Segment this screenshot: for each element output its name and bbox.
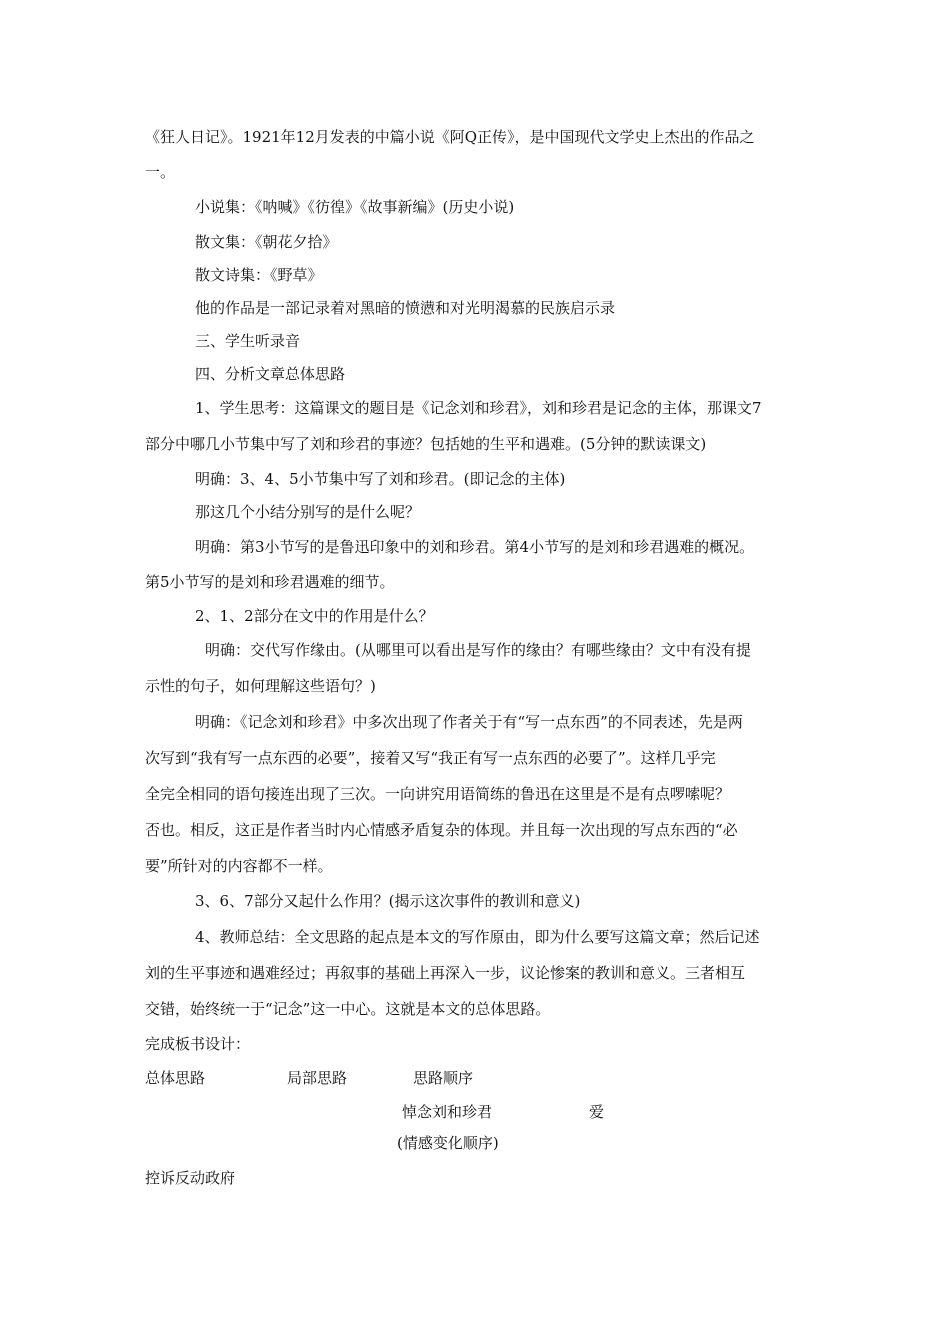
board-header-local: 局部思路: [287, 1069, 348, 1087]
paragraph-line: 2、1、2部分在文中的作用是什么？: [195, 607, 434, 625]
paragraph-line: 刘的生平事迹和遇难经过；再叙事的基础上再深入一步，议论惨案的教训和意义。三者相互: [145, 964, 746, 982]
paragraph-line: 次写到“我有写一点东西的必要”，接着又写“我正有写一点东西的必要了”。这样几乎完: [145, 749, 716, 767]
section-heading: 三、学生听录音: [195, 332, 301, 350]
paragraph-line: 明确：《记念刘和珍君》中多次出现了作者关于有“写一点东西”的不同表述，先是两: [195, 713, 743, 731]
section-heading: 四、分析文章总体思路: [195, 365, 346, 383]
paragraph-line: 《狂人日记》。1921年12月发表的中篇小说《阿Q正传》，是中国现代文学史上杰出的作品之: [145, 128, 755, 146]
paragraph-line: 明确：3、4、5小节集中写了刘和珍君。(即记念的主体): [195, 470, 566, 488]
board-node-emotion-order: (情感变化顺序): [397, 1134, 499, 1152]
paragraph-line: 示性的句子，如何理解这些语句？): [145, 677, 376, 695]
paragraph-line: 小说集：《呐喊》《彷徨》《故事新编》(历史小说): [195, 198, 515, 216]
paragraph-line: 4、教师总结：全文思路的起点是本文的写作原由，即为什么要写这篇文章；然后记述: [195, 928, 760, 946]
paragraph-line: 他的作品是一部记录着对黑暗的愤懑和对光明渴慕的民族启示录: [195, 299, 616, 317]
paragraph-line: 明确：交代写作缘由。(从哪里可以看出是写作的缘由？有哪些缘由？文中有没有提: [205, 641, 751, 659]
paragraph-line: 要”所针对的内容都不一样。: [145, 857, 333, 875]
paragraph-line: 交错，始终统一于“记念”这一中心。这就是本文的总体思路。: [145, 1000, 551, 1018]
paragraph-line: 否也。相反，这正是作者当时内心情感矛盾复杂的体现。并且每一次出现的写点东西的“必: [145, 821, 738, 839]
paragraph-line: 散文诗集：《野草》: [195, 266, 323, 284]
paragraph-line: 那这几个小结分别写的是什么呢？: [195, 503, 421, 521]
board-header-order: 思路顺序: [413, 1069, 474, 1087]
paragraph-line: 散文集：《朝花夕拾》: [195, 233, 338, 251]
board-header-overall: 总体思路: [145, 1069, 206, 1087]
paragraph-line: 明确：第3小节写的是鲁迅印象中的刘和珍君。第4小节写的是刘和珍君遇难的概况。: [195, 538, 755, 556]
paragraph-line: 3、6、7部分又起什么作用？(揭示这次事件的教训和意义): [195, 892, 581, 910]
paragraph-line: 全完全相同的语句接连出现了三次。一向讲究用语简练的鲁迅在这里是不是有点啰嗦呢？: [145, 785, 731, 803]
board-node-mourn: 悼念刘和珍君: [402, 1103, 493, 1121]
board-node-accuse: 控诉反动政府: [145, 1169, 236, 1187]
paragraph-line: 完成板书设计：: [145, 1035, 251, 1053]
board-node-love: 爱: [589, 1103, 605, 1121]
paragraph-line: 一。: [145, 163, 176, 181]
paragraph-line: 第5小节写的是刘和珍君遇难的细节。: [145, 573, 395, 591]
paragraph-line: 部分中哪几小节集中写了刘和珍君的事迹？包括她的生平和遇难。(5分钟的默读课文): [145, 435, 707, 453]
paragraph-line: 1、学生思考：这篇课文的题目是《记念刘和珍君》，刘和珍君是记念的主体，那课文7: [195, 399, 762, 417]
